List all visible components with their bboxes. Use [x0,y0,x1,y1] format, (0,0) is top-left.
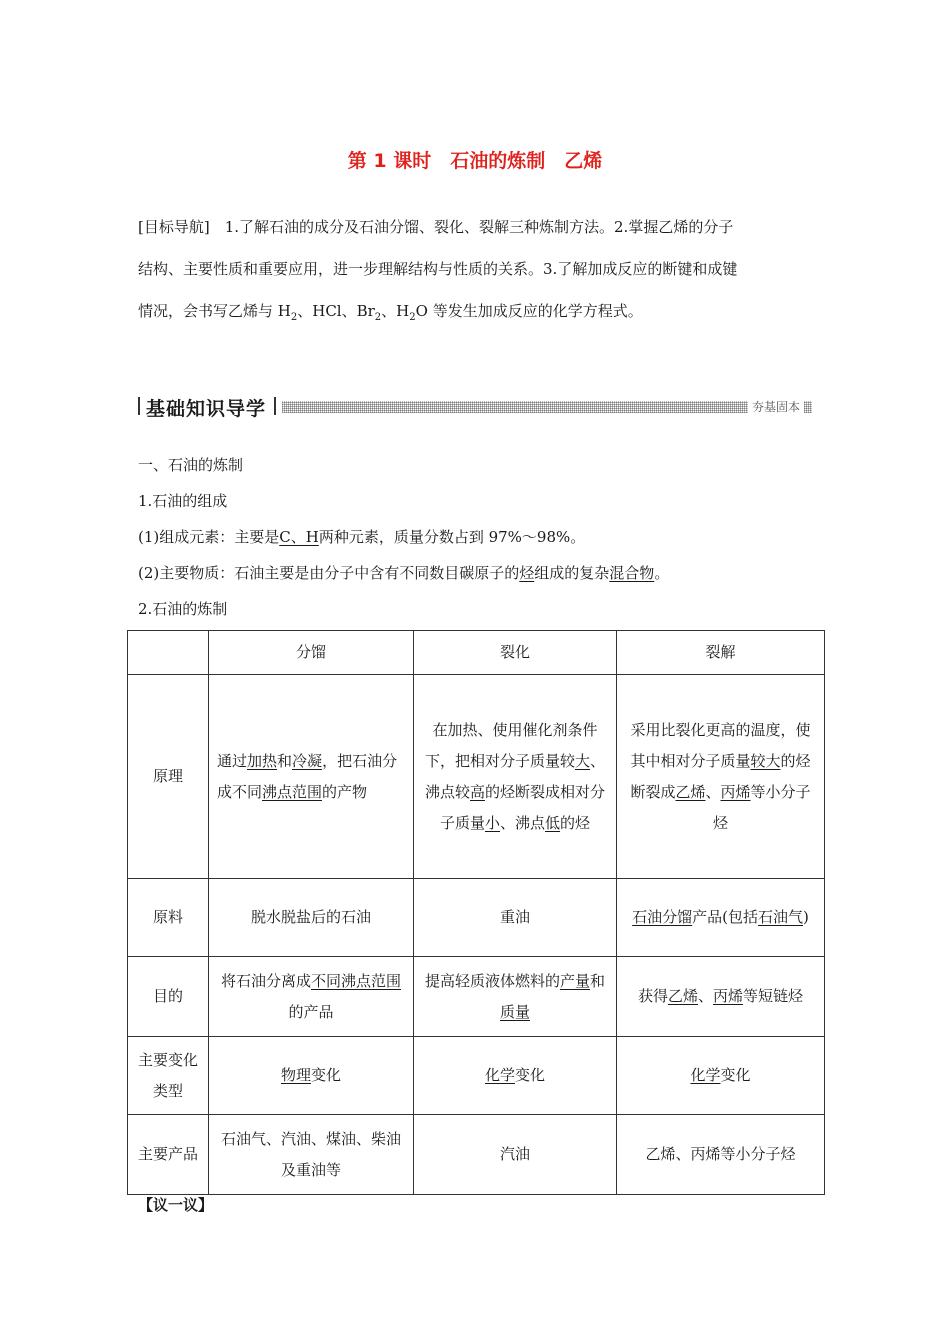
goal-line-2: 结构、主要性质和重要应用，进一步理解结构与性质的关系。3.了解加成反应的断键和成键 [138,260,738,278]
row-label: 目的 [128,957,209,1037]
subheading-composition: 1.石油的组成 [138,492,228,510]
table-cell: 在加热、使用催化剂条件下，把相对分子质量较大、沸点较高的烃断裂成相对分子质量小、沸点低的烃 [414,675,617,879]
table-cell: 将石油分离成不同沸点范围的产品 [209,957,414,1037]
table-cell: 化学变化 [414,1037,617,1115]
row-label: 主要变化类型 [128,1037,209,1115]
refining-table [127,630,825,1195]
learning-goals [138,206,818,339]
table-cell: 化学变化 [617,1037,825,1115]
row-label: 原料 [128,879,209,957]
table-cell: 获得乙烯、丙烯等短链烃 [617,957,825,1037]
table-header-row [128,631,825,675]
subheading-refining: 2.石油的炼制 [138,600,228,618]
section-heading: 一、石油的炼制 [138,456,244,474]
table-cell: 重油 [414,879,617,957]
banner-divider [138,397,140,415]
table-header-cell [128,631,209,675]
table-row [128,957,825,1037]
table-cell: 提高轻质液体燃料的产量和质量 [414,957,617,1037]
goal-line-1: [目标导航] 1.了解石油的成分及石油分馏、裂化、裂解三种炼制方法。2.掌握乙烯的分子 [138,218,734,236]
table-cell: 石油气、汽油、煤油、柴油及重油等 [209,1115,414,1195]
table-cell: 通过加热和冷凝，把石油分成不同沸点范围的产物 [209,675,414,879]
table-row [128,1037,825,1115]
table-cell: 脱水脱盐后的石油 [209,879,414,957]
table-header-cell: 分馏 [209,631,414,675]
composition-item-2: (2)主要物质：石油主要是由分子中含有不同数目碳原子的烃组成的复杂混合物。 [138,564,670,582]
table-row [128,675,825,879]
table-row [128,1115,825,1195]
row-label: 原理 [128,675,209,879]
goal-line-3: 情况，会书写乙烯与 $H_2$、HCl、$Br_2$、$H_2O$ 等发生加成反应的化学方程式。 [138,302,643,323]
table-cell: 乙烯、丙烯等小分子烃 [617,1115,825,1195]
banner-tag: 夯基固本 [748,398,804,415]
table-header-cell: 裂解 [617,631,825,675]
table-cell: 采用比裂化更高的温度，使其中相对分子质量较大的烃断裂成乙烯、丙烯等小分子烃 [617,675,825,879]
table-cell: 汽油 [414,1115,617,1195]
table-header-cell: 裂化 [414,631,617,675]
composition-item-1: (1)组成元素：主要是C、H两种元素，质量分数占到 97%～98%。 [138,528,586,546]
banner-divider [274,397,276,415]
discussion-heading: 【议一议】 [138,1196,214,1214]
page-title: 第 1 课时 石油的炼制 乙烯 [347,150,603,172]
table-cell: 石油分馏产品(包括石油气) [617,879,825,957]
banner-label: 基础知识导学 [146,398,267,420]
banner-stripe [282,401,812,413]
section-banner [138,394,812,418]
row-label: 主要产品 [128,1115,209,1195]
table-cell: 物理变化 [209,1037,414,1115]
table-row [128,879,825,957]
